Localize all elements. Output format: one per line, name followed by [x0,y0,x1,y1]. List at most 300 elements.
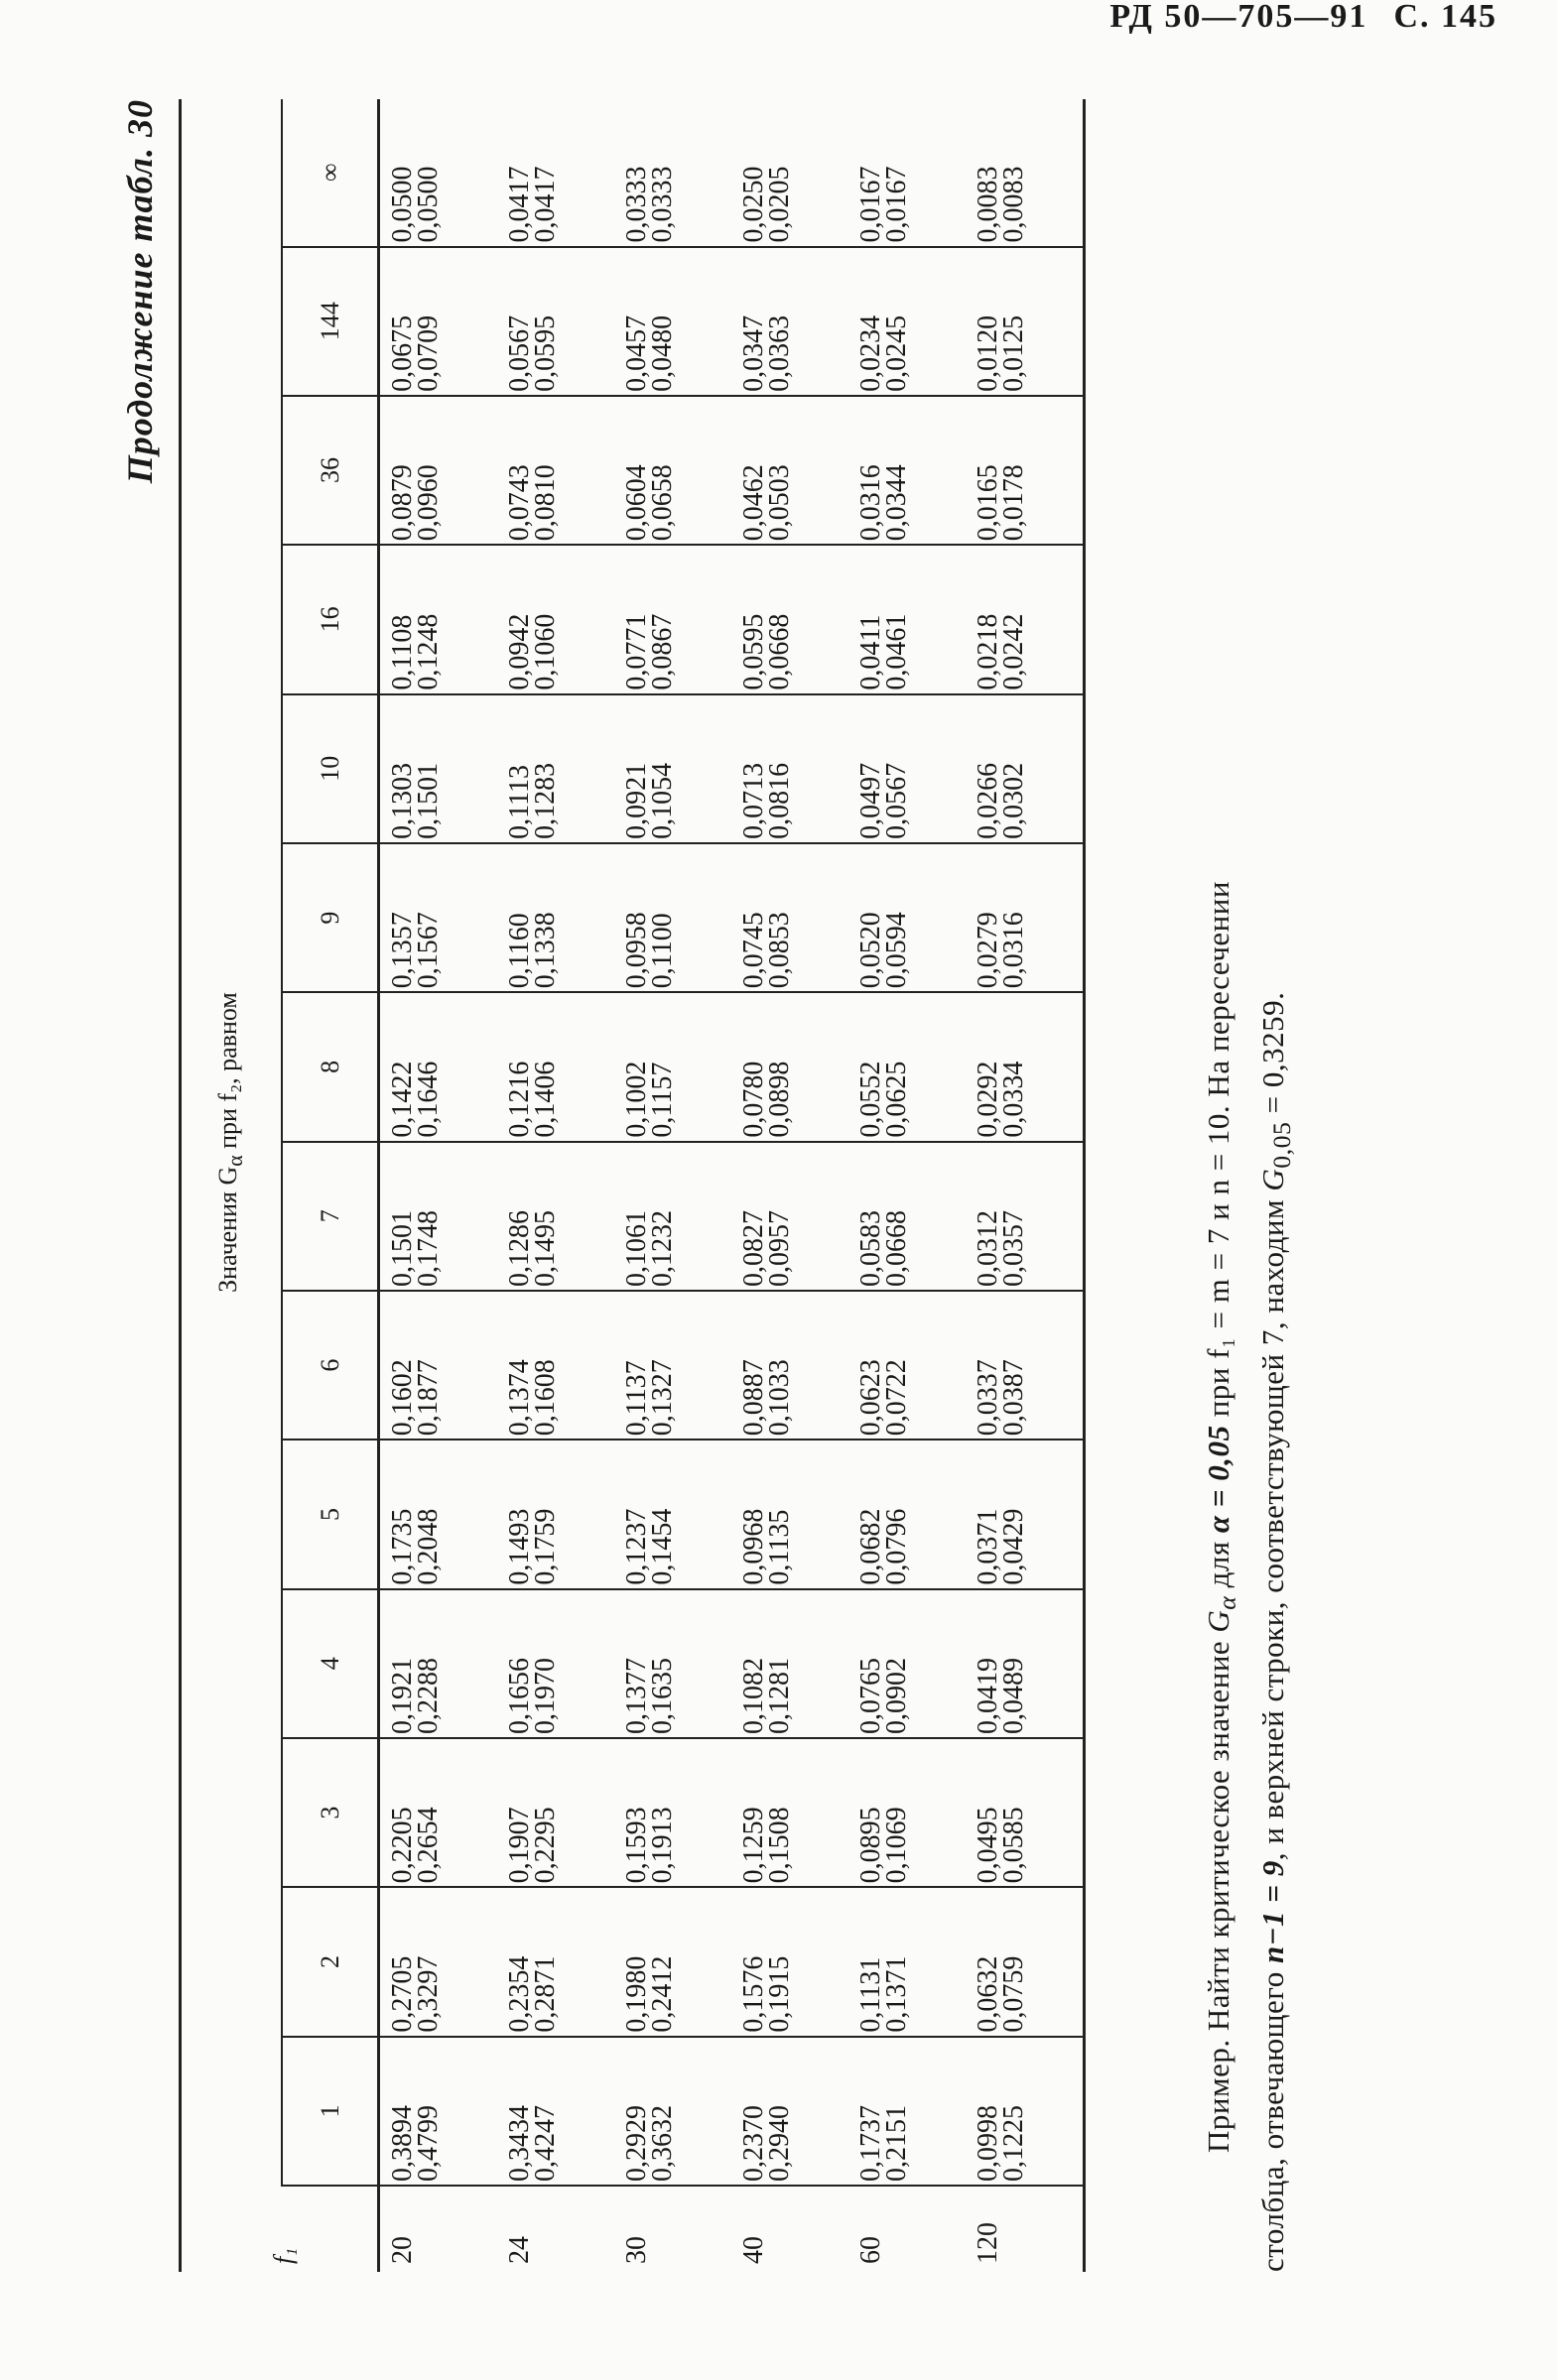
lower-value: 0,0334 [998,1061,1029,1138]
lower-value: 0,2940 [764,2105,795,2182]
table-cell [848,2037,966,2186]
lower-value: 0,0722 [881,1359,912,1437]
lower-value: 0,0595 [530,314,561,392]
table-cell [379,1291,498,1440]
table-cell [614,1440,731,1588]
table-cell [731,1142,848,1291]
lower-value: 0,0344 [881,464,912,542]
table-cell [731,396,848,545]
lower-value: 0,1646 [413,1061,444,1138]
upper-value: 0,0520 [855,912,886,989]
footnote-text: столбца, отвечающего [1255,1963,1291,2272]
lower-value: 0,1060 [530,613,561,690]
upper-value: 0,1160 [504,913,535,989]
table-cell [848,1291,966,1440]
lower-value: 0,0853 [764,912,795,989]
upper-value: 0,1108 [387,614,418,690]
lower-value: 0,0461 [881,613,912,690]
table-cell [614,1887,731,2036]
lower-value: 0,0500 [413,166,444,243]
column-header: 7 [282,1142,379,1291]
upper-value: 0,0583 [855,1209,886,1287]
lower-value: 0,0585 [998,1807,1029,1884]
upper-value: 0,0165 [973,464,1003,542]
upper-value: 0,1137 [621,1360,652,1437]
footnote-result: = 0,3259. [1255,991,1291,1122]
upper-value: 0,0998 [973,2105,1003,2182]
table-cell [966,1142,1085,1291]
table-cell [497,1738,614,1887]
table-cell [966,545,1085,693]
table-cell [731,1738,848,1887]
upper-value: 0,0604 [621,464,652,542]
lower-value: 0,2295 [530,1807,561,1884]
table-cell [497,694,614,843]
table-cell [379,1440,498,1588]
table-cell [966,1589,1085,1738]
table-cell [614,545,731,693]
lower-value: 0,0810 [530,464,561,542]
table-cell [379,1738,498,1887]
upper-value: 0,0682 [855,1508,886,1585]
lower-value: 0,4247 [530,2105,561,2182]
f1-value: 24 [504,2236,535,2264]
column-header: 5 [282,1440,379,1588]
lower-value: 0,1454 [647,1508,678,1585]
lower-value: 0,0245 [881,314,912,392]
group-header-tail: при f₂, равном [213,992,243,1156]
lower-value: 0,1501 [413,762,444,839]
upper-value: 0,1082 [738,1657,769,1734]
upper-value: 0,0942 [504,613,535,690]
upper-value: 0,0595 [738,613,769,690]
lower-value: 0,0125 [998,314,1029,392]
upper-value: 0,1602 [387,1359,418,1437]
upper-value: 0,0567 [504,314,535,392]
upper-value: 0,1907 [504,1807,535,1884]
table-row [614,99,731,2272]
upper-value: 0,0552 [855,1061,886,1138]
upper-value: 0,1735 [387,1508,418,1585]
lower-value: 0,0796 [881,1508,912,1585]
upper-value: 0,1259 [738,1807,769,1884]
upper-value: 0,0771 [621,613,652,690]
table-cell [614,1738,731,1887]
upper-value: 0,0312 [973,1209,1003,1287]
upper-value: 0,0745 [738,912,769,989]
lower-value: 0,1100 [647,913,678,989]
upper-value: 0,1422 [387,1061,418,1138]
lower-value: 0,1033 [764,1359,795,1437]
lower-value: 0,1508 [764,1807,795,1884]
lower-value: 0,0709 [413,314,444,392]
table-cell [848,1589,966,1738]
table-cell [966,2037,1085,2186]
table-cell [731,247,848,396]
upper-value: 0,1357 [387,912,418,989]
lower-value: 0,0480 [647,314,678,392]
footnote-subscript: α [1213,1595,1242,1610]
continuation-title: Продолжение табл. 30 [120,99,160,484]
table-row [848,99,966,2272]
upper-value: 0,1061 [621,1209,652,1287]
table-cell [966,247,1085,396]
lower-value: 0,0333 [647,166,678,243]
column-header: 8 [282,992,379,1141]
footnote-line-2 [1250,99,1305,2272]
table-cell [966,843,1085,992]
upper-value: 0,2929 [621,2105,652,2182]
table-cell [731,545,848,693]
table-cell [848,247,966,396]
lower-value: 0,1327 [647,1359,678,1437]
table-cell [497,1142,614,1291]
footnote-text: для [1201,1533,1235,1596]
lower-value: 0,0503 [764,464,795,542]
lower-value: 0,1069 [881,1807,912,1884]
f1-value: 20 [387,2236,418,2264]
column-header-row [282,99,379,2272]
lower-value: 0,0898 [764,1061,795,1138]
upper-value: 0,1656 [504,1657,535,1734]
upper-value: 0,0743 [504,464,535,542]
upper-value: 0,1131 [855,1956,886,2033]
table-cell [848,99,966,247]
f1-value: 120 [966,2186,1085,2272]
group-header-text: Значения G [213,1166,243,1293]
upper-value: 0,1737 [855,2105,886,2182]
upper-value: 0,1237 [621,1508,652,1585]
column-header: 4 [282,1589,379,1738]
table-cell [614,992,731,1141]
upper-value: 0,1286 [504,1209,535,1287]
f1-header-label: f₁ [268,2247,298,2264]
column-header: 144 [282,247,379,396]
lower-value: 0,2871 [530,1955,561,2033]
lower-value: 0,2048 [413,1508,444,1585]
table-cell [731,1291,848,1440]
table-cell [497,843,614,992]
column-header: 1 [282,2037,379,2186]
upper-value: 0,1501 [387,1209,418,1287]
table-cell [379,1887,498,2036]
table-cell [848,545,966,693]
upper-value: 0,0632 [973,1955,1003,2033]
upper-value: 0,2705 [387,1955,418,2033]
table-cell [731,1589,848,1738]
upper-value: 0,0218 [973,613,1003,690]
critical-values-table [179,99,1086,2272]
lower-value: 0,1877 [413,1359,444,1437]
table-cell [497,2037,614,2186]
column-header: 6 [282,1291,379,1440]
upper-value: 0,0279 [973,912,1003,989]
upper-value: 0,1303 [387,762,418,839]
upper-value: 0,0234 [855,314,886,392]
upper-value: 0,1002 [621,1061,652,1138]
upper-value: 0,0623 [855,1359,886,1437]
table-cell [379,992,498,1141]
column-header: 10 [282,694,379,843]
upper-value: 0,0083 [973,166,1003,243]
upper-value: 0,0780 [738,1061,769,1138]
table-cell [614,247,731,396]
page-number: С. 145 [1393,0,1497,35]
upper-value: 0,0713 [738,762,769,839]
table-cell [497,1291,614,1440]
upper-value: 0,0347 [738,314,769,392]
table-group-header-row [181,99,283,2272]
upper-value: 0,0495 [973,1807,1003,1884]
table-cell [497,247,614,396]
table-cell [848,1738,966,1887]
upper-value: 0,0120 [973,314,1003,392]
lower-value: 0,0363 [764,314,795,392]
table-cell [379,99,498,247]
lower-value: 0,1567 [413,912,444,989]
table-cell [966,694,1085,843]
lower-value: 0,4799 [413,2105,444,2182]
table-cell [731,843,848,992]
table-cell [731,1887,848,2036]
lower-value: 0,0417 [530,166,561,243]
upper-value: 0,1377 [621,1657,652,1734]
group-header-subscript: α [223,1155,248,1167]
table-cell [614,843,731,992]
upper-value: 0,0292 [973,1061,1003,1138]
lower-value: 0,0867 [647,613,678,690]
lower-value: 0,0205 [764,166,795,243]
table-cell [731,992,848,1141]
f1-value: 30 [621,2236,652,2264]
upper-value: 0,0266 [973,762,1003,839]
table-cell [379,247,498,396]
table-cell [731,1440,848,1588]
upper-value: 0,1374 [504,1359,535,1437]
footnote-n-value: n−1 = 9 [1255,1860,1291,1963]
table-cell [379,1142,498,1291]
table-cell [379,396,498,545]
page-header [1084,0,1497,34]
table-cell [379,694,498,843]
upper-value: 0,0417 [504,166,535,243]
table-cell [848,843,966,992]
upper-value: 0,0457 [621,314,652,392]
table-cell [379,1589,498,1738]
upper-value: 0,0250 [738,166,769,243]
table-cell [379,843,498,992]
upper-value: 0,0500 [387,166,418,243]
table-cell [966,1738,1085,1887]
lower-value: 0,0083 [998,166,1029,243]
upper-value: 0,0879 [387,464,418,542]
lower-value: 0,2288 [413,1657,444,1734]
lower-value: 0,0759 [998,1955,1029,2033]
table-cell [848,1440,966,1588]
doc-code: РД 50—705—91 [1109,0,1368,35]
lower-value: 0,0902 [881,1657,912,1734]
f1-value: 60 [855,2236,886,2264]
table-cell [731,99,848,247]
table-cell [379,2037,498,2186]
upper-value: 0,3434 [504,2105,535,2182]
table-row [966,99,1085,2272]
lower-value: 0,1232 [647,1209,678,1287]
lower-value: 0,1748 [413,1209,444,1287]
footnote-subscript: 0,05 [1267,1121,1297,1169]
lower-value: 0,1406 [530,1061,561,1138]
upper-value: 0,1593 [621,1807,652,1884]
group-header [181,99,283,2186]
upper-value: 0,1113 [504,764,535,839]
footnote-symbol: G [1201,1609,1235,1633]
table-cell [966,1291,1085,1440]
column-header: 2 [282,1887,379,2036]
table-cell [848,396,966,545]
lower-value: 0,0594 [881,912,912,989]
table-cell [614,1142,731,1291]
lower-value: 0,1915 [764,1955,795,2033]
table-cell [848,1887,966,2036]
upper-value: 0,1493 [504,1508,535,1585]
lower-value: 0,1913 [647,1807,678,1884]
footnote-text: при f₁ = m = 7 и n = 10. На пересечении [1201,881,1235,1426]
table-cell [966,396,1085,545]
upper-value: 0,1980 [621,1955,652,2033]
upper-value: 0,1576 [738,1955,769,2033]
table-cell [848,992,966,1141]
upper-value: 0,0462 [738,464,769,542]
upper-value: 0,0675 [387,314,418,392]
table-cell [966,1887,1085,2036]
footnote-text: Пример. Найти критическое значение [1201,1632,1235,2153]
lower-value: 0,1608 [530,1359,561,1437]
lower-value: 0,2412 [647,1955,678,2033]
table-row [379,99,498,2272]
column-header: 16 [282,545,379,693]
lower-value: 0,1225 [998,2105,1029,2182]
footnote-text: , и верхней строки, соответствующей 7, находим [1255,1190,1291,1861]
lower-value: 0,0429 [998,1508,1029,1585]
upper-value: 0,2370 [738,2105,769,2182]
upper-value: 0,0419 [973,1657,1003,1734]
table-cell [497,99,614,247]
lower-value: 0,0357 [998,1209,1029,1287]
table-cell [614,694,731,843]
upper-value: 0,0968 [738,1508,769,1585]
lower-value: 0,1338 [530,912,561,989]
lower-value: 0,1495 [530,1209,561,1287]
column-header: 9 [282,843,379,992]
table-cell [731,2037,848,2186]
table-body [379,99,1085,2272]
upper-value: 0,0887 [738,1359,769,1437]
lower-value: 0,0178 [998,464,1029,542]
column-header: ∞ [282,99,379,247]
lower-value: 0,1759 [530,1508,561,1585]
upper-value: 0,0497 [855,762,886,839]
table-cell [497,1887,614,2036]
lower-value: 0,1283 [530,762,561,839]
lower-value: 0,0957 [764,1209,795,1287]
lower-value: 0,1135 [764,1509,795,1585]
upper-value: 0,0337 [973,1359,1003,1437]
upper-value: 0,0921 [621,762,652,839]
lower-value: 0,0316 [998,912,1029,989]
table-cell [614,1291,731,1440]
upper-value: 0,0316 [855,464,886,542]
table-row [731,99,848,2272]
lower-value: 0,1970 [530,1657,561,1734]
upper-value: 0,0333 [621,166,652,243]
lower-value: 0,0668 [881,1209,912,1287]
upper-value: 0,0765 [855,1657,886,1734]
f1-column-header [181,2186,379,2272]
rotated-page-content [119,50,1409,2302]
table-cell [848,1142,966,1291]
column-header: 3 [282,1738,379,1887]
lower-value: 0,1157 [647,1062,678,1138]
lower-value: 0,1635 [647,1657,678,1734]
table-cell [497,545,614,693]
example-footnote [1196,99,1305,2272]
table-cell [848,694,966,843]
footnote-alpha: α = 0,05 [1201,1425,1235,1534]
table-cell [379,545,498,693]
lower-value: 0,3632 [647,2105,678,2182]
upper-value: 0,3894 [387,2105,418,2182]
lower-value: 0,2654 [413,1807,444,1884]
table-cell [966,992,1085,1141]
lower-value: 0,0625 [881,1061,912,1138]
lower-value: 0,0658 [647,464,678,542]
upper-value: 0,0827 [738,1209,769,1287]
lower-value: 0,0816 [764,762,795,839]
upper-value: 0,0895 [855,1807,886,1884]
table-row [497,99,614,2272]
upper-value: 0,0958 [621,912,652,989]
table-cell [614,2037,731,2186]
lower-value: 0,0489 [998,1657,1029,1734]
upper-value: 0,0411 [855,614,886,690]
upper-value: 0,1216 [504,1061,535,1138]
lower-value: 0,0567 [881,762,912,839]
lower-value: 0,0387 [998,1359,1029,1437]
footnote-symbol: G [1255,1168,1291,1191]
lower-value: 0,2151 [881,2105,912,2182]
upper-value: 0,2205 [387,1807,418,1884]
lower-value: 0,1248 [413,613,444,690]
table-cell [614,99,731,247]
table-cell [731,694,848,843]
lower-value: 0,3297 [413,1955,444,2033]
table-cell [497,1589,614,1738]
lower-value: 0,1054 [647,762,678,839]
footnote-line-1 [1196,99,1250,2272]
column-header: 36 [282,396,379,545]
table-cell [497,1440,614,1588]
lower-value: 0,0167 [881,166,912,243]
table-cell [614,1589,731,1738]
table-cell [966,99,1085,247]
lower-value: 0,1281 [764,1657,795,1734]
upper-value: 0,1921 [387,1657,418,1734]
upper-value: 0,0167 [855,166,886,243]
lower-value: 0,1371 [881,1955,912,2033]
lower-value: 0,0668 [764,613,795,690]
f1-value: 40 [738,2236,769,2264]
table-cell [497,992,614,1141]
